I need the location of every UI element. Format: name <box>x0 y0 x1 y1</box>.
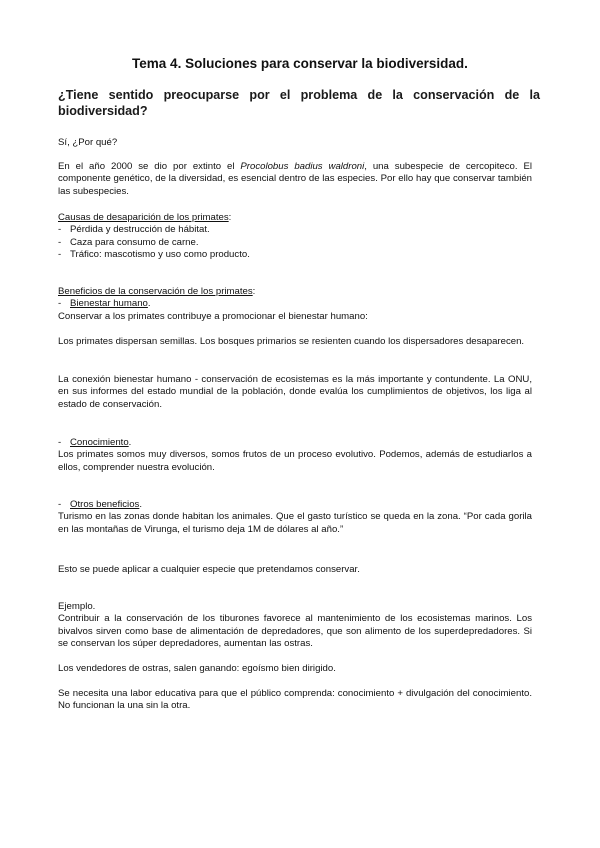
benefits-section <box>58 286 532 323</box>
apply-paragraph: Esto se puede aplicar a cualquier especie que pretendamos conservar. <box>58 564 360 575</box>
benefits-heading: Beneficios de la conservación de los primates: <box>58 286 256 297</box>
example-p1: Contribuir a la conservación de los tiburones favorece al mantenimiento de los ecosistemas marinos. Los bivalvos sirven como base de alimentación de depredadores, que son alimento de los superdepredadores. Si se conservan los súper depredadores, aumentan las ostras. <box>58 613 532 650</box>
otros-section <box>58 499 532 536</box>
list-item: - Caza para consumo de carne. <box>58 236 199 248</box>
page-title: Tema 4. Soluciones para conservar la biodiversidad. <box>132 56 468 71</box>
example-p3: Se necesita una labor educativa para que el público comprenda: conocimiento + divulgación del conocimiento. No funcionan la una sin la otra. <box>58 688 532 712</box>
species-name: Procolobus badius waldroni <box>240 161 365 172</box>
list-item: - Tráfico: mascotismo y uso como producto. <box>58 249 250 261</box>
bienestar-p3: La conexión bienestar humano - conservación de ecosistemas es la más importante y contundente. La ONU, en sus informes del estado mundial de la población, donde evalúa los cumplimientos de objetivos, los liga al estado de conservación. <box>58 374 532 410</box>
intro-post: , una subespecie de cercopiteco. El componente genético, de la diversidad, es esencial dentro de las especies. Por ello hay que conservar también las subespecies. <box>58 161 533 197</box>
causes-section <box>58 212 532 262</box>
benefit-bienestar-label: - Bienestar humano . <box>58 298 151 310</box>
answer-short: Sí, ¿Por qué? <box>58 137 118 148</box>
example-section <box>58 601 532 651</box>
example-label: Ejemplo. <box>58 601 96 612</box>
bienestar-p1: Conservar a los primates contribuye a promocionar el bienestar humano: <box>58 310 368 322</box>
otros-p1: Turismo en las zonas donde habitan los animales. Que el gasto turístico se queda en la zona. “Por cada gorila en las montañas de Virunga, el turismo deja 1M de dólares al año.” <box>58 511 532 535</box>
benefit-conocimiento-label: - Conocimiento . <box>58 437 132 448</box>
list-item: - Pérdida y destrucción de hábitat. <box>58 224 210 236</box>
benefit-otros-label: - Otros beneficios . <box>58 499 142 510</box>
intro-paragraph <box>58 161 532 198</box>
section-question: ¿Tiene sentido preocuparse por el problema de la conservación de la biodiversidad? <box>58 88 540 118</box>
conocimiento-p1: Los primates somos muy diversos, somos frutos de un proceso evolutivo. Podemos, además de estudiarlos a ellos, comprender nuestra evolución. <box>58 449 532 473</box>
conocimiento-section <box>58 437 532 474</box>
intro-pre: En el año 2000 se dio por extinto el <box>58 161 241 172</box>
bienestar-p2: Los primates dispersan semillas. Los bosques primarios se resienten cuando los dispersadores desaparecen. <box>58 336 525 347</box>
causes-heading: Causas de desaparición de los primates: <box>58 212 232 223</box>
example-p2: Los vendedores de ostras, salen ganando: egoísmo bien dirigido. <box>58 663 336 674</box>
